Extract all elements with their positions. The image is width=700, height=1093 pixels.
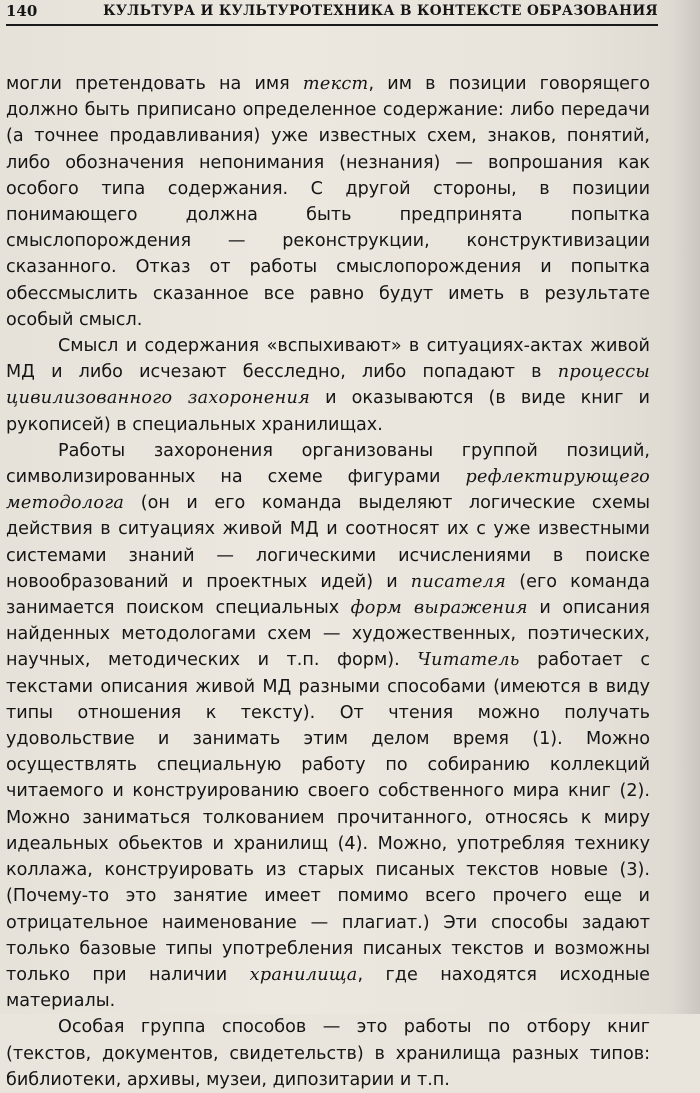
paragraph-3-text-3: (его команда занимается поиском специальных xyxy=(6,571,650,619)
paragraph-3-text-6: , где находятся исходные материалы. xyxy=(6,964,650,1012)
body-text xyxy=(6,71,650,1093)
paragraph-4-text-1: Особая группа способов — это работы по отбору книг (текстов, документов, свидетельств) в хранилища разных типов: библиотеки, архивы, музеи, дипозитарии и т.п. xyxy=(6,1017,650,1090)
paragraph-1-text-1: могли претендовать на имя xyxy=(6,74,303,94)
italic-term-forms: форм выражения xyxy=(350,598,528,619)
paragraph-1-text-2: , им в позиции говорящего должно быть приписано определенное содержание: либо передачи (а точнее продавливания) уже известных схем, знаков, понятий, либо обозначения непонимания (незнания) — вопрошания как особого типа содержания. С другой стороны, в позиции понимающего должна быть предпринята попытка смыслопорождения — реконструкции, конструктивизации сказанного. Отказ от работы смыслопорождения и попытка обессмыслить сказанное все равно будут иметь в результате особый смысл. xyxy=(6,74,650,330)
paragraph-3-text-1: Работы захоронения организованы группой позиций, символизированных на схеме фигурами xyxy=(6,440,650,488)
page-number: 140 xyxy=(6,2,38,20)
paragraph-2 xyxy=(6,333,650,438)
paragraph-2-text-2: и оказываются (в виде книг и рукописей) в специальных хранилищах. xyxy=(6,388,650,435)
italic-term-processes: процессы цивилизованного захоронения xyxy=(6,362,650,409)
italic-term-methodologist: рефлектирующего методолога xyxy=(6,467,650,514)
page-header xyxy=(6,2,658,26)
paragraph-3-text-5: работает с текстами описания живой МД разными способами (имеются в виду типы отношения к тексту). От чтения можно получать удовольствие и занимать этим делом время (1). Можно осуществлять специальную работу по собиранию коллекций читаемого и конструированию своего собственного мира книг (2). Можно заниматься толкованием прочитанного, относясь к миру идеальных обьектов и хранилищ (4). Можно, употребляя технику коллажа, конструировать из старых писаных текстов новые (3). (Почему-то это занятие имеет помимо всего прочего еще и отрицательное наименование — плагиат.) Эти способы задают только базовые типы употребления писаных текстов и возможны только при наличии xyxy=(6,650,650,985)
paragraph-4 xyxy=(6,1014,650,1093)
running-head: КУЛЬТУРА И КУЛЬТУРОТЕХНИКА В КОНТЕКСТЕ ОБРАЗОВАНИЯ xyxy=(103,3,658,19)
paragraph-3 xyxy=(6,438,650,1014)
italic-term-reader: Читатель xyxy=(417,650,520,671)
italic-term-storage: хранилища xyxy=(249,964,358,985)
paragraph-2-text-1: Смысл и содержания «вспыхивают» в ситуациях-актах живой МД и либо исчезают бесследно, либо попадают в xyxy=(6,336,650,383)
italic-term-text: текст xyxy=(302,74,369,94)
paragraph-1 xyxy=(6,71,650,333)
italic-term-writer: писателя xyxy=(410,571,507,592)
paragraph-3-text-2: (он и его команда выделяют логические схемы действия в ситуациях живой МД и соотносят их с уже известными системами знаний — логическими исчислениями в поиске новообразований и проектных идей) и xyxy=(6,493,650,592)
paragraph-3-text-4: и описания найденных методологами схем — художественных, поэтических, научных, методических и т.п. форм). xyxy=(6,598,651,671)
page-edge-shadow xyxy=(672,0,700,1014)
